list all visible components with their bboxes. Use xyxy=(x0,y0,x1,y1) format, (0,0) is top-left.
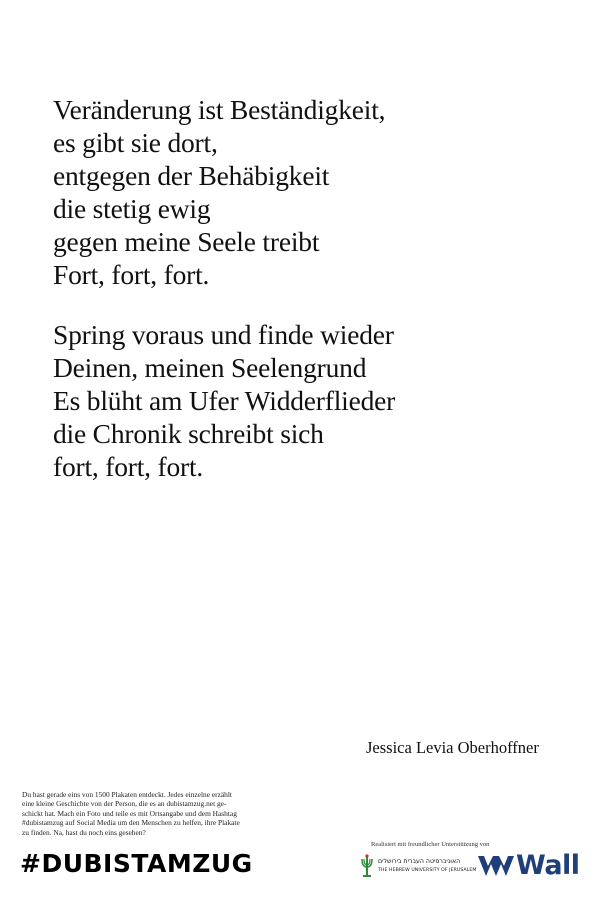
poem xyxy=(53,93,573,510)
poem-line: Fort, fort, fort. xyxy=(53,259,210,290)
poem-line: fort, fort, fort. xyxy=(53,451,204,482)
poem-stanza-1 xyxy=(53,93,573,291)
hebrew-university-logo xyxy=(360,853,477,879)
poem-line: gegen meine Seele treibt xyxy=(53,226,320,257)
poem-stanza-2 xyxy=(53,318,573,483)
info-line: Du hast gerade eins von 1500 Plakaten entdeckt. Jedes einzelne erzählt xyxy=(22,790,232,799)
poem-line: die Chronik schreibt sich xyxy=(53,418,324,449)
info-line: eine kleine Geschichte von der Person, die es an dubistamzug.net ge- xyxy=(22,799,227,809)
huji-hebrew-name: האוניברסיטה העברית בירושלים xyxy=(378,858,461,865)
poem-line: entgegen der Behäbigkeit xyxy=(53,160,330,191)
info-line: #dubistamzug auf Social Media um den Menschen zu helfen, ihre Plakate xyxy=(22,818,240,828)
poem-line: Es blüht am Ufer Widderflieder xyxy=(53,385,396,416)
info-line: schickt hat. Mach ein Foto und teile es mit Ortsangabe und dem Hashtag xyxy=(22,808,237,818)
wall-logo xyxy=(478,850,590,882)
poem-line: Veränderung ist Beständigkeit, xyxy=(53,94,386,125)
poem-line: es gibt sie dort, xyxy=(53,127,218,158)
info-text xyxy=(22,790,287,837)
wall-w-icon xyxy=(478,854,514,878)
menorah-icon xyxy=(360,853,374,879)
huji-english-name: THE HEBREW UNIVERSITY OF JERUSALEM xyxy=(378,868,477,873)
poem-line: Spring voraus und finde wieder xyxy=(53,319,394,350)
poem-line: die stetig ewig xyxy=(53,193,211,224)
support-text: Realisiert mit freundlicher Unterstützung von xyxy=(371,841,490,848)
author-name: Jessica Levia Oberhoffner xyxy=(366,738,539,757)
wall-wordmark: Wall xyxy=(516,850,580,881)
poem-line: Deinen, meinen Seelengrund xyxy=(53,352,367,383)
hashtag-logo: #DUBISTAMZUG xyxy=(20,849,253,878)
info-line: zu finden. Na, hast du noch eins gesehen? xyxy=(22,827,146,837)
